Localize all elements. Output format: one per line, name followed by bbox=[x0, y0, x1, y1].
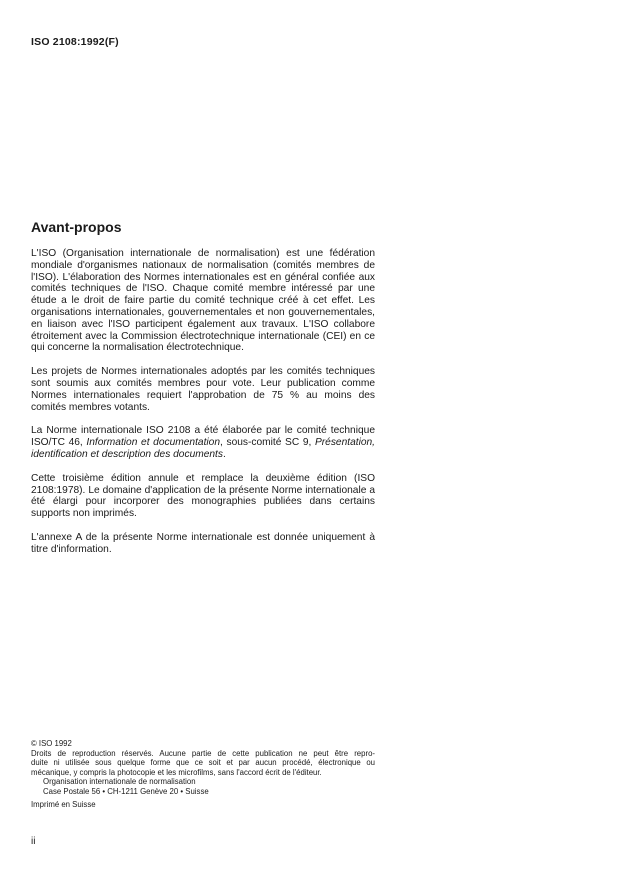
printed-in: Imprimé en Suisse bbox=[31, 799, 96, 809]
paragraph-3-suffix: . bbox=[222, 448, 226, 460]
section-title: Avant-propos bbox=[31, 219, 122, 235]
document-reference: ISO 2108:1992(F) bbox=[31, 36, 119, 48]
page-number: ii bbox=[31, 836, 36, 847]
organisation-address: Case Postale 56 • CH-1211 Genève 20 • Suisse bbox=[43, 786, 209, 796]
rights-line-3: mécanique, y compris la photocopie et les microfilms, sans l'accord écrit de l'éditeur. bbox=[31, 767, 322, 777]
foreword-paragraph-3 bbox=[31, 425, 375, 460]
committee-name: Information et documentation bbox=[86, 437, 220, 449]
paragraph-3-prefix: La Norme internationale ISO 2108 a été élaborée par le comité technique ISO/TC 46, bbox=[31, 425, 375, 449]
copyright-notice: © ISO 1992 bbox=[31, 739, 72, 748]
organisation-name: Organisation internationale de normalisation bbox=[43, 777, 196, 787]
foreword-paragraph-1: L'ISO (Organisation internationale de normalisation) est une fédération mondiale d'organismes nationaux de normalisation (comités membres de l'ISO). L'élaboration des Normes internationales est en général confiée aux comités techniques de l'ISO. Chaque comité membre intéressé par une étude a le droit de faire partie du comité technique créé à cet effet. Les organisations internationales, gouvernementales et non gouvernementales, en liaison avec l'ISO participent également aux travaux. L'ISO collabore étroitement avec la Commission électrotechnique internationale (CEI) en ce qui concerne la normalisation électrotechnique. bbox=[31, 248, 375, 354]
rights-line-2: duite ni utilisée sous quelque forme que ce soit et par aucun procédé, électronique ou bbox=[31, 758, 375, 768]
copyright-block bbox=[31, 739, 375, 809]
foreword-paragraph-4: Cette troisième édition annule et remplace la deuxième édition (ISO 2108:1978). Le domaine d'application de la présente Norme internationale a été élargi pour incorporer des monographies publiées dans certains supports non imprimés. bbox=[31, 472, 375, 520]
subcommittee-name: Présentation, identification et description des documents bbox=[31, 437, 376, 460]
foreword-body bbox=[31, 248, 375, 568]
paragraph-3-middle: , sous-comité SC 9, bbox=[220, 437, 312, 449]
rights-line-1: Droits de reproduction réservés. Aucune partie de cette publication ne peut être repro- bbox=[31, 748, 375, 758]
foreword-paragraph-5: L'annexe A de la présente Norme internationale est donnée uniquement à titre d'information. bbox=[31, 531, 375, 555]
foreword-paragraph-2: Les projets de Normes internationales adoptés par les comités techniques sont soumis aux comités membres pour vote. Leur publication comme Normes internationales requiert l'approbation de 75 % au moins des comités membres votants. bbox=[31, 366, 375, 413]
